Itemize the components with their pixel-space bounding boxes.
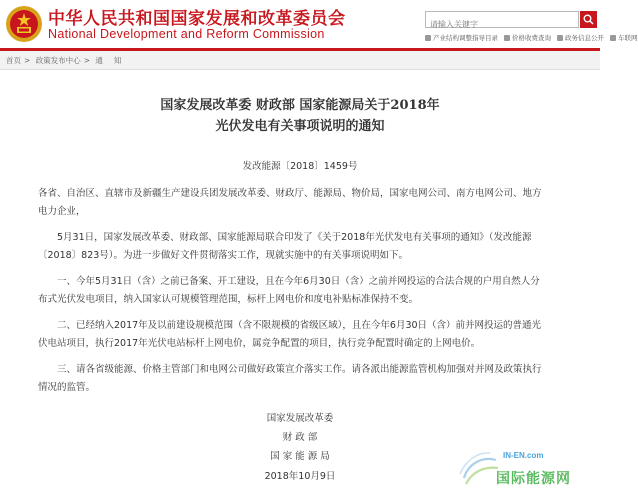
document-number: 发改能源〔2018〕1459号 [242,161,358,172]
quick-link-price[interactable]: 价格收费查询 [504,33,551,42]
paragraph-2: 二、已经纳入2017年及以前建设规模范围（含不限规模的省级区域），且在今年6月30日（含）前并网投运的普通光伏电站项目，执行2017年光伏电站标杆上网电价，属竞争配置的项目，执行竞争配置时确定的上网电价。 [38,320,542,349]
paragraph-1: 一、今年5月31日（含）之前已备案、开工建设，且在今年6月30日（含）之前并网投运的合法合规的户用自然人分布式光伏发电项目，纳入国家认可规模管理范围，标杆上网电价和度电补贴标准保持不变。 [38,276,540,305]
title-line-2: 光伏发电有关事项说明的通知 [215,119,385,134]
site-header [0,0,638,48]
breadcrumb-policy-center[interactable]: 政策发布中心 [35,56,81,65]
addressee: 各省、自治区、直辖市及新疆生产建设兵团发展改革委、财政厅、能源局、物价局，国家电网公司、南方电网公司、地方电力企业， [38,188,542,217]
national-emblem-icon[interactable] [4,4,44,44]
signature-org-3: 国 家 能 源 局 [270,451,330,462]
signature-date: 2018年10月9日 [264,471,336,482]
watermark-cn: 国际能源网 [496,471,571,487]
price-icon [504,35,510,41]
paragraph-3: 三、请各省级能源、价格主管部门和电网公司做好政策宣介落实工作。请各派出能源监管机构加强对并网及政策执行情况的监管。 [38,364,542,393]
quick-links [425,33,638,42]
quick-link-disclosure[interactable]: 政务信息公开 [557,33,604,42]
quick-link-iov[interactable]: 车联网 [610,33,638,42]
breadcrumb [6,55,124,66]
search-icon [583,14,594,25]
document-title [0,95,600,137]
watermark-en: IN-EN.com [503,451,544,460]
info-icon [557,35,563,41]
site-name-en[interactable]: National Development and Reform Commission [48,27,325,41]
site-name-cn[interactable]: 中华人民共和国国家发展和改革委员会 [48,9,346,29]
document-body [38,185,548,405]
quick-link-industry[interactable]: 产业结构调整指导目录 [425,33,498,42]
breadcrumb-sep-icon: > [83,56,90,65]
breadcrumb-notice-2[interactable]: 知 [113,56,122,65]
breadcrumb-home[interactable]: 首页 [6,56,21,65]
title-line-1: 国家发展改革委 财政部 国家能源局关于2018年 [160,98,440,113]
breadcrumb-notice-1[interactable]: 通 [95,56,103,65]
search-button[interactable] [580,11,597,28]
car-icon [610,35,616,41]
search-box[interactable] [425,11,579,28]
search-input[interactable] [426,17,574,32]
catalog-icon [425,35,431,41]
signature-org-1: 国家发展改革委 [266,413,334,424]
paragraph-intro: 5月31日，国家发展改革委、财政部、国家能源局联合印发了《关于2018年光伏发电有关事项的通知》（发改能源〔2018〕823号）。为进一步做好文件贯彻落实工作，现就实施中的有关事项说明如下。 [38,232,532,261]
breadcrumb-sep-icon: > [24,56,31,65]
signature-org-2: 财 政 部 [282,432,318,443]
